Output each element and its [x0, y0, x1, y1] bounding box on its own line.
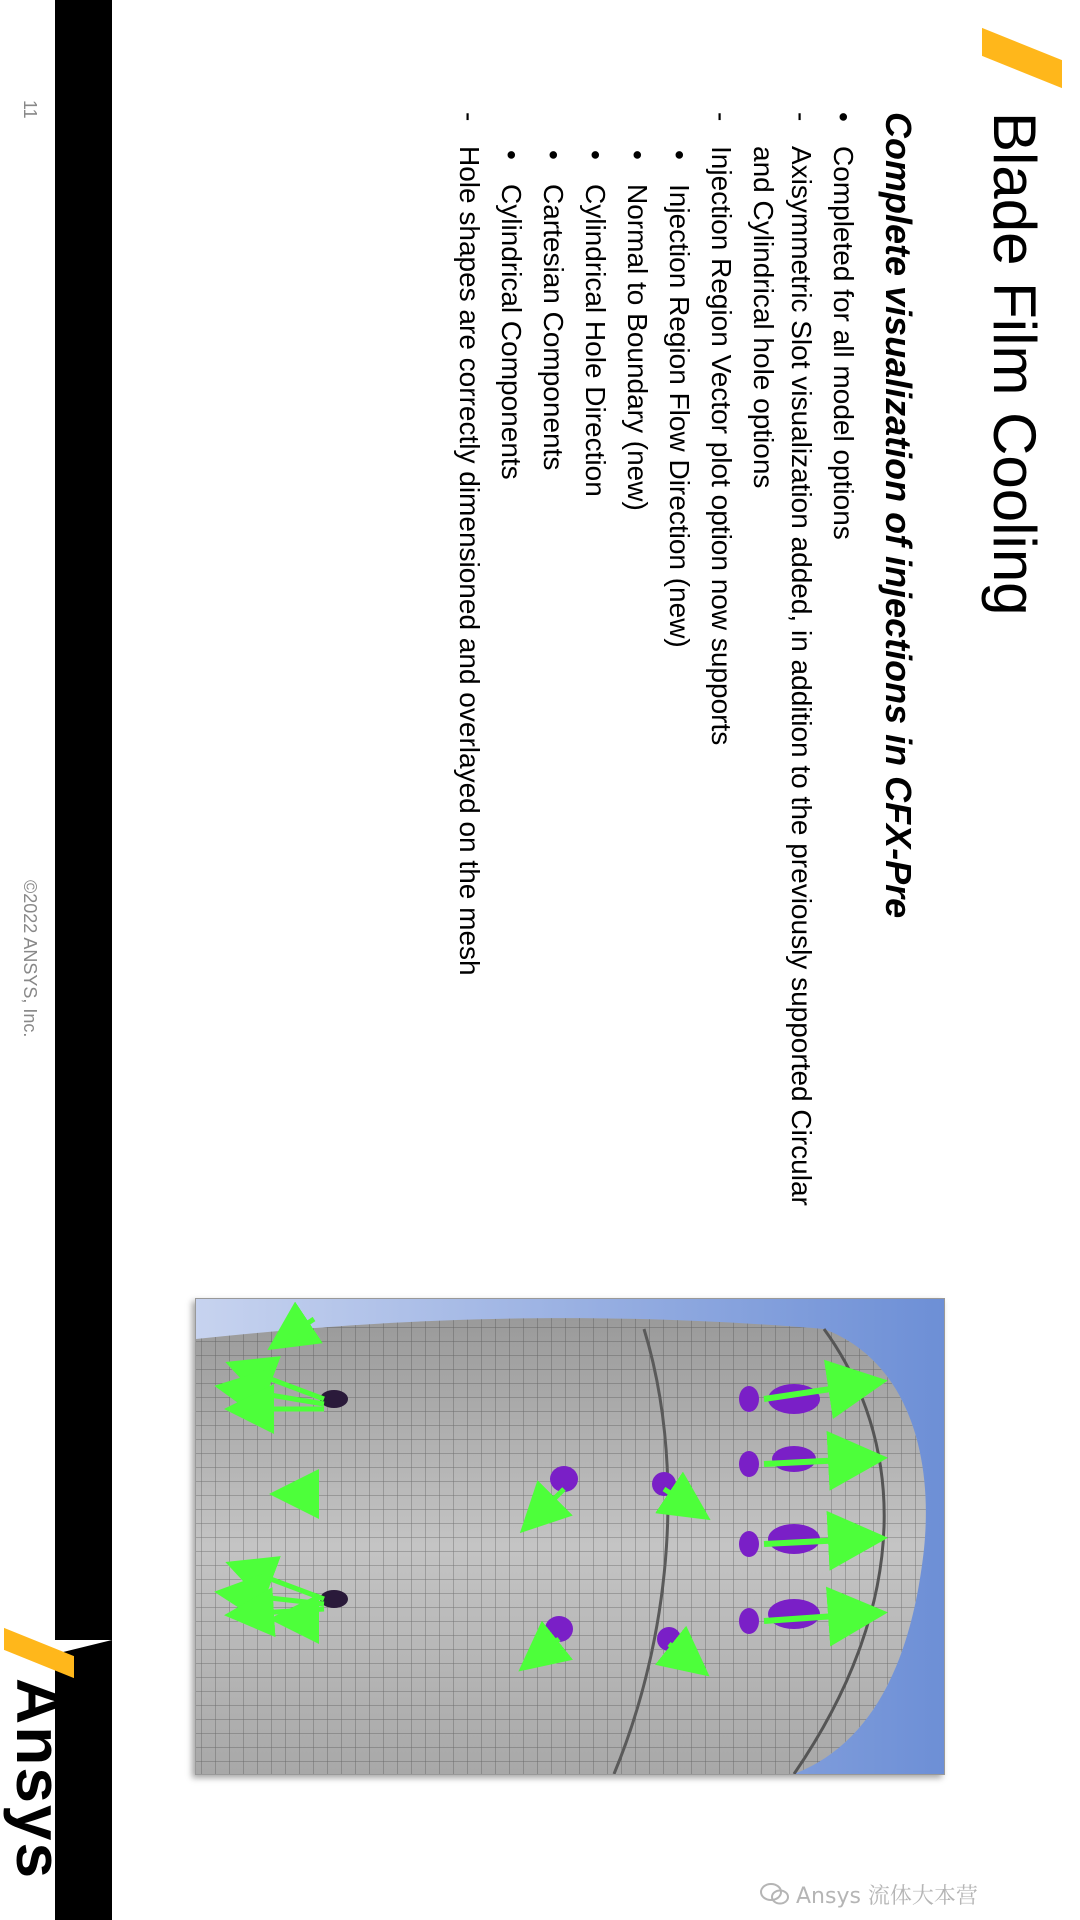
slide-title: Blade Film Cooling	[981, 112, 1048, 616]
title-accent-slash	[982, 28, 1062, 88]
bullet-item	[618, 112, 656, 1232]
logo-wordmark: Ansys	[3, 1678, 75, 1881]
bullet-marker: -	[706, 112, 737, 122]
bullet-item	[534, 112, 572, 1232]
slide-body	[446, 112, 920, 1232]
bullet-marker: •	[664, 150, 695, 160]
bullet-item	[576, 112, 614, 1232]
bullet-text: Cylindrical Components	[496, 184, 527, 480]
bullet-text: Completed for all model options	[828, 146, 859, 540]
watermark-text: Ansys 流体大本营	[796, 1883, 978, 1909]
bullet-marker: •	[580, 150, 611, 160]
bullet-text: Injection Region Flow Direction (new)	[664, 184, 695, 648]
bullet-text: Hole shapes are correctly dimensioned and overlayed on the mesh	[454, 146, 485, 976]
blade-figure	[195, 1298, 945, 1775]
bullet-text: Cartesian Components	[538, 184, 569, 471]
ansys-logo	[0, 1638, 80, 1881]
bullet-marker: •	[828, 112, 859, 122]
bullet-marker: •	[622, 150, 653, 160]
watermark	[760, 1880, 978, 1908]
bullet-item	[824, 112, 862, 1232]
footer-band	[55, 0, 112, 1640]
bullet-marker: •	[496, 150, 527, 160]
bullet-text: Injection Region Vector plot option now supports	[706, 146, 737, 746]
bullet-marker: -	[454, 112, 485, 122]
bullet-list	[450, 112, 862, 1232]
bullet-item	[744, 112, 820, 1232]
wechat-icon	[760, 1883, 790, 1905]
slide-subtitle: Complete visualization of injections in CFX-Pre	[878, 112, 919, 919]
bullet-marker: •	[538, 150, 569, 160]
bullet-item	[660, 112, 698, 1232]
page-number: 11	[20, 100, 40, 119]
bullet-text: Axisymmetric Slot visualization added, in addition to the previously supported Circular and Cylindrical hole options	[748, 146, 817, 1206]
bullet-item	[702, 112, 740, 1232]
bullet-text: Normal to Boundary (new)	[622, 184, 653, 511]
bullet-item	[492, 112, 530, 1232]
bullet-text: Cylindrical Hole Direction	[580, 184, 611, 497]
copyright-text: ©2022 ANSYS, Inc.	[20, 880, 40, 1038]
bullet-marker: -	[786, 112, 817, 122]
blade-mesh-illustration	[196, 1299, 944, 1774]
bullet-item	[450, 112, 488, 1232]
